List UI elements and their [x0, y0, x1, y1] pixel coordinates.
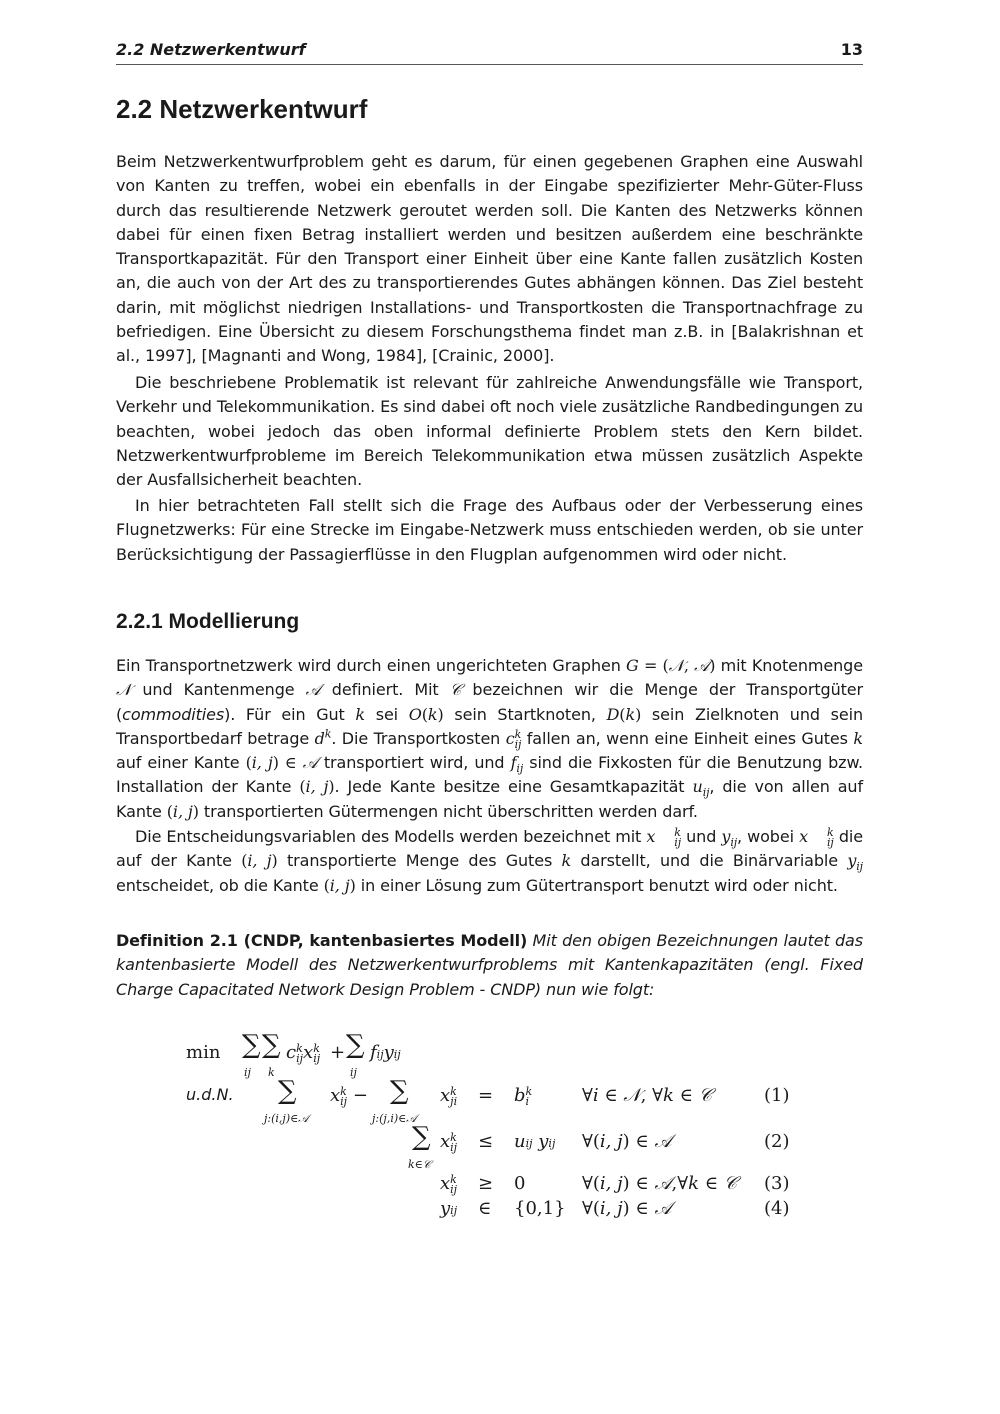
subsection-title: 2.2.1 Modellierung	[116, 610, 300, 633]
intro-paragraph-3: In hier betrachteten Fall stellt sich die Frage des Aufbaus oder der Verbesserung eines Flugnetzwerks: Für eine Strecke im Eingabe-Netzwerk muss entschieden werden, ob sie unter Berücksichtigung der Passagierflüsse in den Flugplan aufgenommen wird oder nicht.	[116, 496, 863, 564]
equation-number-2: (2)	[764, 1131, 790, 1152]
udn-label: u.d.N.	[186, 1085, 234, 1104]
running-title: 2.2 Netzwerkentwurf	[116, 40, 306, 59]
intro-paragraph-1: Beim Netzwerkentwurfproblem geht es darum, für einen gegebenen Graphen eine Auswahl von Kanten zu treffen, wobei ein ebenfalls in der Eingabe spezifizierter Mehr-Güter-Fluss durch das resultierende Netzwerk geroutet werden soll. Die Kanten des Netzwerks können dabei für einen fixen Betrag installiert werden und besitzen außerdem eine beschränkte Transportkapazität. Für den Transport einer Einheit über eine Kante fallen zusätzlich Kosten an, die auch von der Art des zu transportierendes Gutes abhängen können. Das Ziel besteht darin, mit möglichst niedrigen Installations- und Transportkosten die Transportnachfrage zu befriedigen. Eine Übersicht zu diesem Forschungsthema findet man z.B. in [Balakrishnan et al., 1997], [Magnanti and Wong, 1984], [Crainic, 2000].	[116, 152, 863, 366]
equation-number-1: (1)	[764, 1085, 790, 1106]
min-label: min	[186, 1042, 221, 1063]
section-title: 2.2 Netzwerkentwurf	[116, 94, 368, 124]
page-number: 13	[840, 40, 863, 59]
definition-label: Definition 2.1 (CNDP, kantenbasiertes Modell)	[116, 931, 528, 950]
model-paragraph-2: Die Entscheidungsvariablen des Modells werden bezeichnet mit x k ij und $y_{ij}$, wobei x k ij die auf der Kante (i, j) transportierte Menge des Gutes k darstellt, und die Binärvariable $y_{ij}$ entscheidet, ob die Kante (i, j) in einer Lösung zum Gütertransport benutzt wird oder nicht.	[116, 826, 863, 895]
cndp-formula: min ∑ ij ∑ k c k ij x k ij + ∑ ij fijyij u.d.N. ∑ j:(i,j)∈𝒜 x k ij − ∑ j:(j,i)∈𝒜 x k ji = b k i ∀i ∈ 𝒩, ∀k ∈ 𝒞 (1) ∑ k∈𝒞 x k ij ≤ uij yij ∀(i, j) ∈ 𝒜 (2) x k ij ≥ 0 ∀(i, j) ∈ 𝒜,∀k ∈ 𝒞 (3) yij ∈ {0,1} ∀(i, j) ∈ 𝒜 (4)	[186, 1030, 790, 1219]
model-paragraph-1: Ein Transportnetzwerk wird durch einen ungerichteten Graphen G = (𝒩, 𝒜) mit Knotenmenge 𝒩 und Kantenmenge 𝒜 definiert. Mit 𝒞 bezeichnen wir die Menge der Transportgüter (commodities). Für ein Gut k sei O(k) sein Startknoten, D(k) sein Zielknoten und sein Transportbedarf betrage $d^k$. Die Transportkosten c k ij fallen an, wenn eine Einheit eines Gutes k auf einer Kante (i, j) ∈ 𝒜 transportiert wird, und $f_{ij}$ sind die Fixkosten für die Benutzung bzw. Installation der Kante (i, j). Jede Kante besitze eine Gesamtkapazität $u_{ij}$, die von allen auf Kante (i, j) transportierten Gütermengen nicht überschritten werden darf.	[116, 656, 864, 821]
definition-text: Mit den obigen Bezeichnungen lautet das kantenbasierte Modell des Netzwerkentwurfproblems mit Kantenkapazitäten (engl. Fixed Charge Capacitated Network Design Problem - CNDP) nun wie folgt:	[116, 931, 863, 999]
equation-number-3: (3)	[764, 1173, 790, 1194]
definition-block	[116, 929, 863, 1002]
running-header	[116, 38, 863, 65]
equation-number-4: (4)	[764, 1198, 790, 1219]
intro-paragraph-2: Die beschriebene Problematik ist relevant für zahlreiche Anwendungsfälle wie Transport, Verkehr und Telekommunikation. Es sind dabei oft noch viele zusätzliche Randbedingungen zu beachten, wobei jedoch das oben informal definierte Problem stets den Kern bildet. Netzwerkentwurfprobleme im Bereich Telekommunikation etwa müssen zusätzlich Aspekte der Ausfallsicherheit beachten.	[116, 373, 863, 490]
